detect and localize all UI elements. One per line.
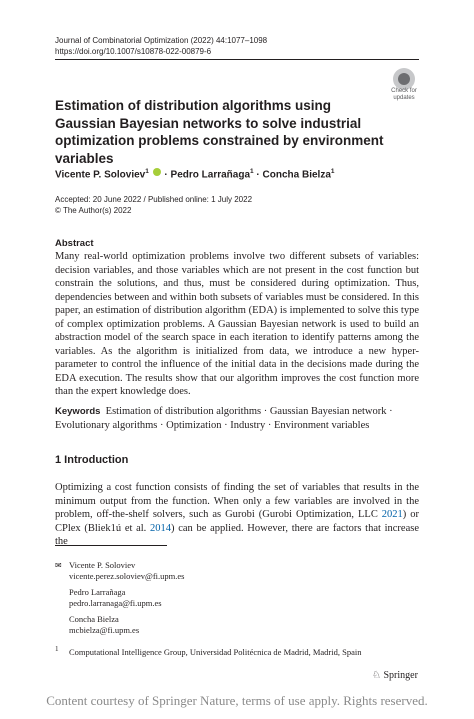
author-list: Vicente P. Soloviev$^1$ · Pedro Larrañaga$^1$ · Concha Bielza$^1$	[55, 168, 335, 181]
author-name[interactable]: Vicente P. Soloviev	[55, 169, 146, 181]
paper-title: Estimation of distribution algorithms using Gaussian Bayesian networks to solve industrial optimization problems constrained by environment variables	[55, 98, 384, 166]
publication-dates: Accepted: 20 June 2022 / Published online: 1 July 2022 © The Author(s) 2022	[55, 195, 253, 215]
citation-link[interactable]: 2021	[381, 509, 403, 520]
springer-logo: ♘ Springer	[372, 670, 418, 681]
coauthor-contact: Pedro Larrañaga pedro.larranaga@fi.upm.es	[55, 587, 419, 609]
keywords-text: Estimation of distribution algorithms · Gaussian Bayesian network · Evolutionary algorithms · Optimization · Industry · Environment variables	[55, 406, 393, 431]
citation-link[interactable]: 2014	[150, 522, 171, 534]
courtesy-notice: Content courtesy of Springer Nature, terms of use apply. Rights reserved.	[46, 693, 428, 708]
section-heading: 1 Introduction	[55, 454, 129, 466]
abstract-heading: Abstract	[55, 238, 94, 249]
author-name[interactable]: Pedro Larrañaga	[170, 169, 251, 181]
header-rule	[55, 59, 419, 60]
journal-citation: Journal of Combinatorial Optimization (2022) 44:1077–1098	[55, 36, 268, 45]
coauthor-contact: Concha Bielza mcbielza@fi.upm.es	[55, 614, 419, 636]
journal-header	[55, 36, 267, 57]
footnote-rule	[55, 545, 167, 546]
intro-paragraph: Optimizing a cost function consists of finding the set of variables that results in the minimum output from the function. When only a few variables are involved in the problem, off-the-shelf solvers, such as Gurobi (Gurobi Optimization, LLC 2021) or CPlex (Bliek1ú et al. 2014) can be applied. However, there are factors that increase the	[55, 482, 419, 547]
orcid-icon[interactable]	[153, 168, 161, 176]
email-link[interactable]: mcbielza@fi.upm.es	[69, 625, 140, 635]
corresponding-author: ✉ Vicente P. Soloviev vicente.perez.soloviev@fi.upm.es	[55, 560, 419, 582]
envelope-icon: ✉	[55, 561, 62, 570]
email-link[interactable]: pedro.larranaga@fi.upm.es	[69, 598, 162, 608]
keywords-label: Keywords	[55, 406, 101, 417]
affiliation: $^1$ Computational Intelligence Group, Universidad Politécnica de Madrid, Madrid, Spain	[55, 645, 362, 657]
author-name[interactable]: Concha Bielza	[262, 169, 331, 181]
keywords	[55, 405, 419, 432]
abstract-text: Many real-world optimization problems involve two different subsets of variables: decision variables, and those variables which are not present in the cost function but constrain the solutions, and thus, must be considered during optimization. Thus, dependencies between and within both subsets of variables must be considered. In this paper, an estimation of distribution algorithm (EDA) is implemented to solve this type of complex optimization problems. A Gaussian Bayesian network is used to build an abstraction model of the search space in each iteration to identify patterns among the variables. As the algorithm is initialized from data, we introduce a new hyper-parameter to control the influence of the initial data in the decisions made during the EDA execution. The results show that our algorithm improves the cost function more than the expert knowledge does.	[55, 251, 419, 397]
email-link[interactable]: vicente.perez.soloviev@fi.upm.es	[69, 571, 185, 581]
update-icon	[393, 68, 415, 90]
check-for-updates-badge[interactable]	[386, 68, 422, 106]
springer-horse-icon: ♘	[372, 670, 381, 681]
doi-link[interactable]: https://doi.org/10.1007/s10878-022-00879-6	[55, 46, 212, 56]
badge-label: Check for updates	[391, 88, 417, 101]
